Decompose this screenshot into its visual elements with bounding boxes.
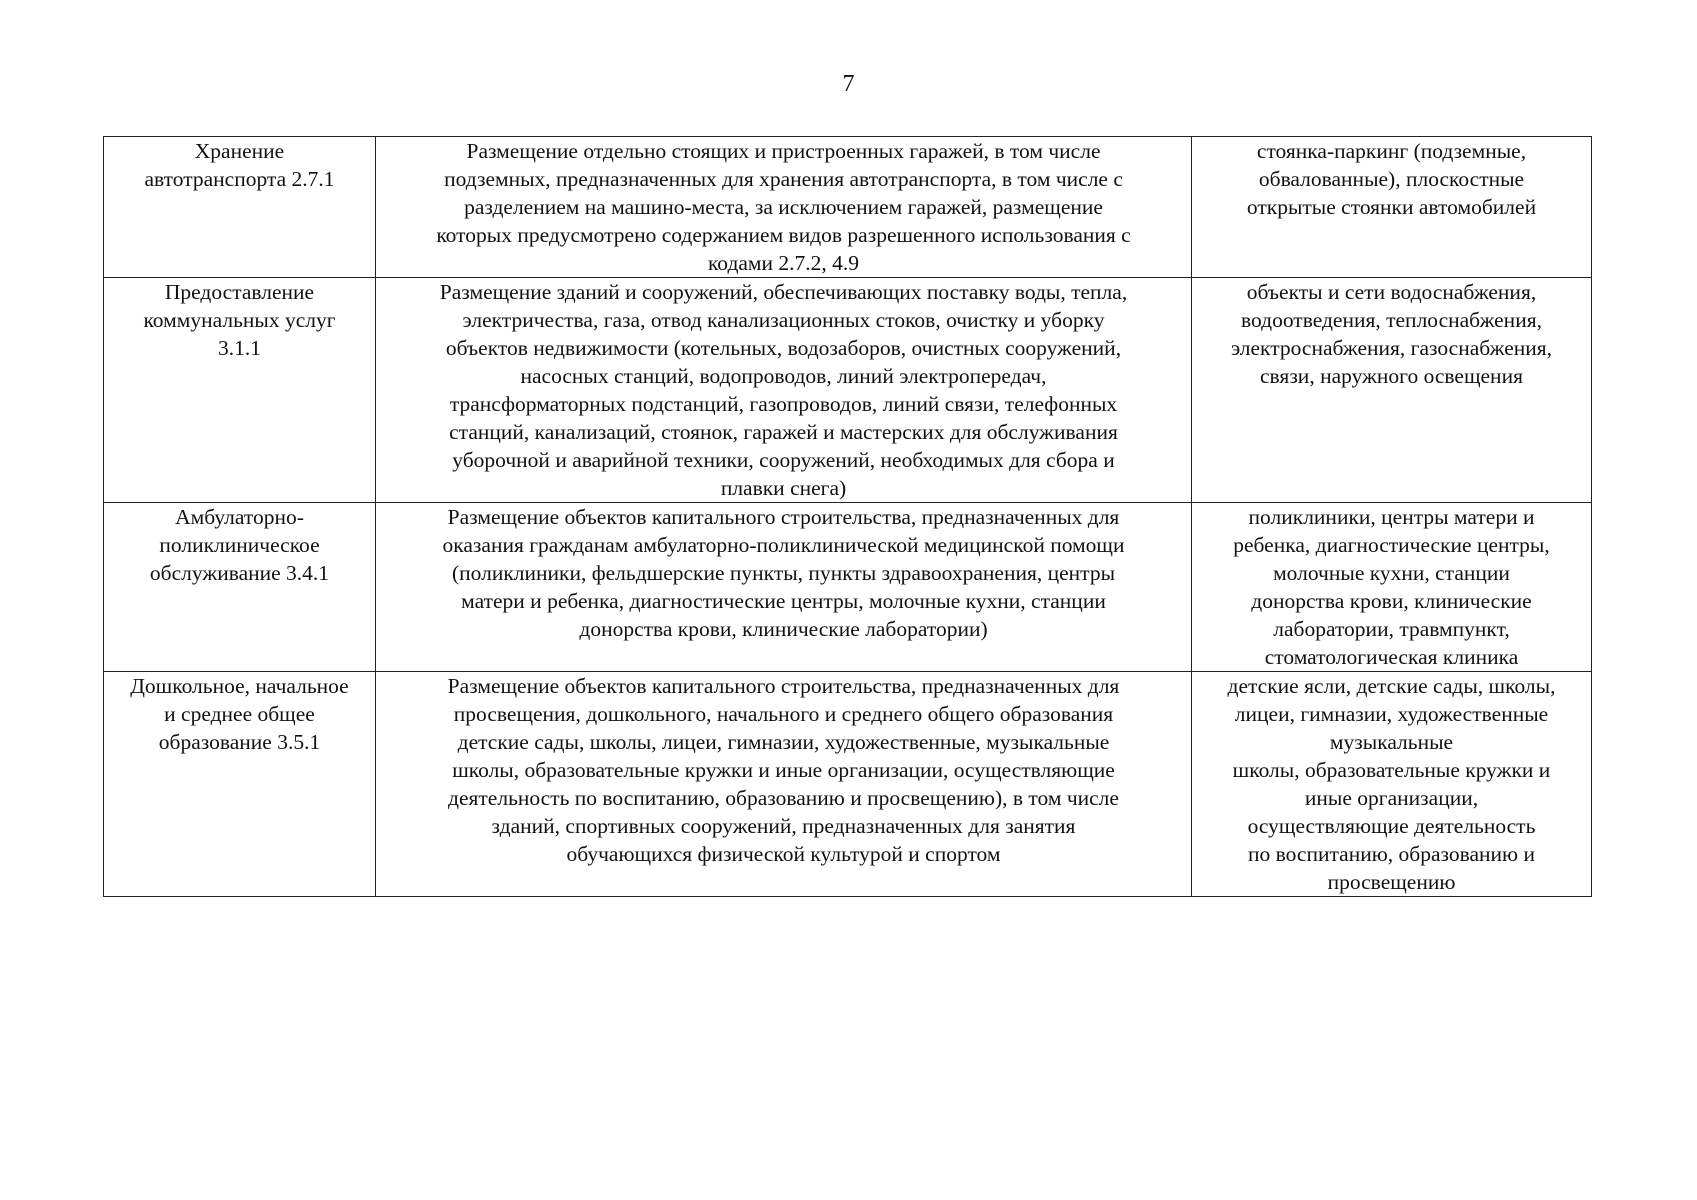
table-row xyxy=(104,278,1592,503)
table-row xyxy=(104,672,1592,897)
table-row xyxy=(104,137,1592,278)
description-cell: Размещение объектов капитального строительства, предназначенных для просвещения, дошкольного, начального и среднего общего образования детские сады, школы, лицеи, гимназии, художественные, музыкальные школы, образовательные кружки и иные организации, осуществляющие деятельность по воспитанию, образованию и просвещению), в том числе зданий, спортивных сооружений, предназначенных для занятия обучающихся физической культурой и спортом xyxy=(376,672,1192,897)
description-cell: Размещение объектов капитального строительства, предназначенных для оказания гражданам амбулаторно-поликлинической медицинской помощи (поликлиники, фельдшерские пункты, пункты здравоохранения, центры матери и ребенка, диагностические центры, молочные кухни, станции донорства крови, клинические лаборатории) xyxy=(376,503,1192,672)
page-number: 7 xyxy=(842,71,855,97)
description-cell: Размещение отдельно стоящих и пристроенных гаражей, в том числе подземных, предназначенных для хранения автотранспорта, в том числе с разделением на машино-места, за исключением гаражей, размещение которых предусмотрено содержанием видов разрешенного использования с кодами 2.7.2, 4.9 xyxy=(376,137,1192,278)
objects-cell: поликлиники, центры матери и ребенка, диагностические центры, молочные кухни, станции донорства крови, клинические лаборатории, травмпункт, стоматологическая клиника xyxy=(1192,503,1592,672)
objects-cell: стоянка-паркинг (подземные, обвалованные), плоскостные открытые стоянки автомобилей xyxy=(1192,137,1592,278)
land-use-table xyxy=(103,136,1592,897)
use-type-cell: Дошкольное, начальное и среднее общее образование 3.5.1 xyxy=(104,672,376,897)
objects-cell: объекты и сети водоснабжения, водоотведения, теплоснабжения, электроснабжения, газоснабжения, связи, наружного освещения xyxy=(1192,278,1592,503)
description-cell: Размещение зданий и сооружений, обеспечивающих поставку воды, тепла, электричества, газа, отвод канализационных стоков, очистку и уборку объектов недвижимости (котельных, водозаборов, очистных сооружений, насосных станций, водопроводов, линий электропередач, трансформаторных подстанций, газопроводов, линий связи, телефонных станций, канализаций, стоянок, гаражей и мастерских для обслуживания уборочной и аварийной техники, сооружений, необходимых для сбора и плавки снега) xyxy=(376,278,1192,503)
use-type-cell: Предоставление коммунальных услуг 3.1.1 xyxy=(104,278,376,503)
use-type-cell: Хранение автотранспорта 2.7.1 xyxy=(104,137,376,278)
objects-cell: детские ясли, детские сады, школы, лицеи, гимназии, художественные музыкальные школы, образовательные кружки и иные организации, осуществляющие деятельность по воспитанию, образованию и просвещению xyxy=(1192,672,1592,897)
use-type-cell: Амбулаторно- поликлиническое обслуживание 3.4.1 xyxy=(104,503,376,672)
table-row xyxy=(104,503,1592,672)
